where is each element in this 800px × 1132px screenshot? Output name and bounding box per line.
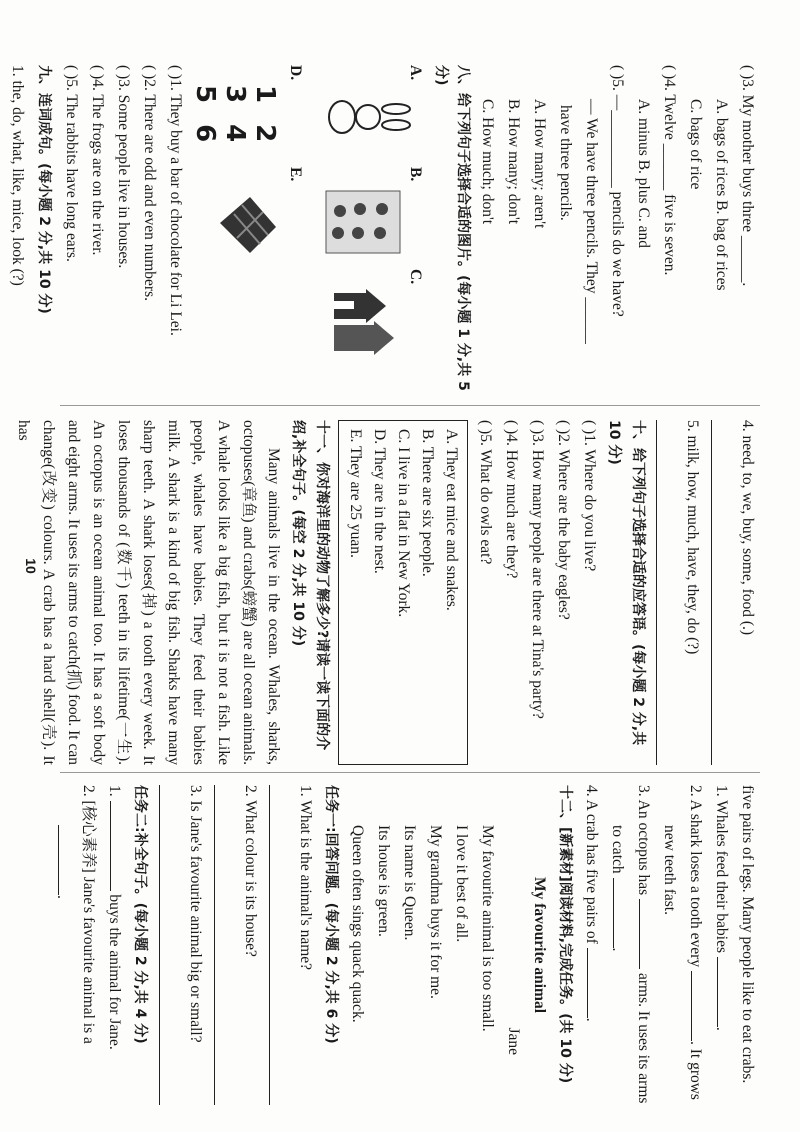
fill-question-4-end: .: [583, 1017, 600, 1022]
section-11-title: 十一、你对海洋里的动物了解多少?请读一读下面的介绍,补全句子。(每空 2 分,共 10 分): [290, 420, 330, 751]
section-8-item-2: ( )2. There are odd and even numbers.: [141, 65, 158, 301]
ocean-animals-passage: Many animals live in the ocean. Whales, sharks, octopuses(章鱼) and crabs(螃蟹) are all ocean animals. A whale looks like a big fish, but it is not a fish. Like people, whales have babies. They feed their babies milk. A shark is a kind of big fish. Sharks have many sharp teeth. A shark loses(掉) a tooth every week. It loses thousands of (数千) teeth in its lifetime(一生). An octopus is an ocean animal too. It has a soft body and eight arms. It uses its arms to catch(抓) food. It can change(改变) colours. A crab has a hard shell(壳). It has: [15, 420, 282, 765]
question-3-stem: ( )3. My mother buys three ______.: [739, 65, 756, 287]
answer-line[interactable]: [711, 420, 734, 765]
rabbit-icon: [326, 87, 406, 147]
section-8-title: 八、给下列句子选择合适的图片。(每小题 1 分,共 5 分): [433, 65, 471, 391]
task-2-question-2-end: .: [54, 895, 71, 899]
fill-question-3-tail: to catch: [609, 825, 626, 874]
picture-a: [318, 65, 428, 157]
answer-line[interactable]: [159, 785, 182, 1105]
fill-question-3-text: 3. An octopus has: [635, 785, 652, 896]
picture-d: [190, 65, 308, 157]
picture-a-label: A.: [407, 65, 424, 81]
picture-c: [318, 269, 428, 361]
story-author: Jane: [505, 1027, 522, 1055]
story-title: My favourite animal: [531, 876, 548, 1014]
section-10-item-1: ( )1. Where do you live?: [581, 420, 598, 572]
picture-b: [318, 167, 428, 259]
section-9-item-4: 4. need, to, we, buy, some, food (.): [739, 420, 756, 636]
story-line-3: My grandma buys it for me.: [427, 825, 444, 999]
fill-question-2-mid: . It grows: [687, 1040, 704, 1100]
picture-row-1: [310, 65, 428, 395]
answer-line[interactable]: [269, 785, 292, 1105]
answer-blank[interactable]: [613, 878, 630, 948]
task-2-question-1-text: buys the animal for Jane.: [106, 894, 123, 1050]
fill-question-3-end: .: [609, 947, 626, 952]
task-2-title: 任务二:补全句子。(每小题 2 分,共 4 分): [132, 785, 148, 1044]
fill-question-4-text: 4. A crab has five pairs of: [583, 785, 600, 944]
houses-icon: [328, 287, 398, 357]
answer-blank[interactable]: [587, 948, 604, 1018]
fill-question-1: [708, 785, 734, 1105]
choice-c: C. I live in a flat in New York.: [395, 429, 412, 618]
column-divider: [60, 772, 760, 773]
fill-question-4: [578, 785, 604, 1105]
section-10-title: 十、给下列句子选择合适的应答语。(每小题 2 分,共 10 分): [606, 420, 646, 746]
frogs-on-lily-pads-icon: [324, 189, 402, 255]
section-9-item-5: 5. milk, how, much, have, they, do (?): [684, 420, 701, 655]
answer-line[interactable]: [656, 420, 679, 765]
task-2-question-2: 2. [核心素养] Jane's favourite animal is a: [80, 785, 97, 1044]
section-8-item-5: ( )5. The rabbits have long ears.: [63, 65, 80, 262]
fill-question-1-text: 1. Whales feed their babies: [713, 785, 730, 953]
numbers-image: 1 2 3 4 5 6: [190, 85, 280, 149]
question-5-option-c: C. How much; don't: [479, 99, 496, 225]
question-3-options-ab: A. bags of rices B. bag of rices: [713, 99, 730, 291]
task-2-question-2-cont: [49, 785, 75, 1105]
column-divider: [60, 405, 760, 406]
story-line-6: Queen often sings quack quack.: [349, 825, 366, 1023]
choice-e: E. They are 25 yuan.: [347, 429, 364, 558]
fill-question-2: [682, 785, 708, 1105]
section-8-item-1: ( )1. They buy a bar of chocolate for Li Lei.: [167, 65, 184, 336]
question-5-stem-2: — We have three pencils. They ______: [583, 99, 600, 344]
question-5-stem: ( )5. —__________ pencils do we have?: [609, 65, 626, 317]
section-8-item-4: ( )4. The frogs are on the river.: [89, 65, 106, 256]
fill-question-2-cont: new teeth fast.: [661, 825, 678, 915]
section-12-title: 十二、[新素材]阅读材料,完成任务。(共 10 分): [557, 785, 573, 1084]
picture-d-label: D.: [287, 65, 304, 81]
task-1-question-3: 3. Is Jane's favourite animal big or small?: [187, 785, 204, 1043]
fill-question-3: [630, 785, 656, 1105]
story-line-5: Its house is green.: [375, 825, 392, 937]
page-number: 10: [23, 558, 39, 574]
section-9-item-1: 1. the, do, what, like, mice, look (?): [9, 65, 26, 286]
choice-b: B. There are six people.: [419, 429, 436, 577]
story-line-4: Its name is Queen.: [401, 825, 418, 941]
column-3: [54, 785, 760, 1105]
question-5-option-b: B. How many; don't: [505, 99, 522, 225]
column-1: [9, 65, 760, 395]
story-line-1: My favourite animal is too small.: [479, 825, 496, 1032]
answer-line[interactable]: [214, 785, 237, 1105]
task-1-question-2: 2. What colour is its house?: [242, 785, 259, 957]
choice-d: D. They are in the nest.: [371, 429, 388, 574]
chocolate-bar-icon: [210, 187, 280, 257]
answer-blank[interactable]: [639, 899, 656, 969]
fill-question-3-mid: arms. It uses its arms: [635, 972, 652, 1104]
section-10-item-2: ( )2. Where are the baby eagles?: [555, 420, 572, 620]
fill-question-3-cont: [604, 785, 630, 1105]
picture-b-label: B.: [407, 167, 424, 182]
fill-question-1-end: .: [713, 1026, 730, 1031]
picture-row-2: [190, 65, 308, 395]
task-2-question-1: 1. buys the animal for Jane.: [101, 785, 127, 1105]
answer-blank[interactable]: [58, 825, 75, 895]
section-10-item-5: ( )5. What do owls eat?: [477, 420, 494, 565]
section-8-item-3: ( )3. Some people live in houses.: [115, 65, 132, 269]
answer-blank[interactable]: [110, 801, 127, 891]
story-line-2: I love it best of all.: [453, 825, 470, 943]
section-10-item-3: ( )3. How many people are there at Tina's party?: [529, 420, 546, 719]
passage-continuation: five pairs of legs. Many people like to eat crabs.: [739, 785, 756, 1084]
question-4-stem: ( )4. Twelve ______ five is seven.: [661, 65, 678, 276]
picture-e-label: E.: [287, 167, 304, 182]
question-5-stem-3: have three pencils.: [557, 105, 574, 221]
task-1-question-1: 1. What is the animal's name?: [297, 785, 314, 971]
answer-blank[interactable]: [691, 971, 708, 1041]
section-9-title: 九、连词成句。(每小题 2 分,共 10 分): [36, 65, 52, 314]
answer-choices-box: [338, 420, 468, 765]
question-3-option-c: C. bags of rice: [687, 99, 704, 190]
section-10-item-4: ( )4. How much are they?: [503, 420, 520, 579]
choice-a: A. They eat mice and snakes.: [443, 429, 460, 611]
question-4-options: A. minus B. plus C. and: [635, 99, 652, 248]
picture-e: [198, 167, 308, 259]
question-5-option-a: A. How many; aren't: [531, 99, 548, 229]
task-1-title: 任务一:回答问题。(每小题 2 分,共 6 分): [323, 785, 339, 1044]
answer-blank[interactable]: [717, 957, 734, 1027]
fill-question-2-text: 2. A shark loses a tooth every: [687, 785, 704, 968]
column-2: [15, 420, 760, 765]
picture-c-label: C.: [407, 269, 424, 285]
